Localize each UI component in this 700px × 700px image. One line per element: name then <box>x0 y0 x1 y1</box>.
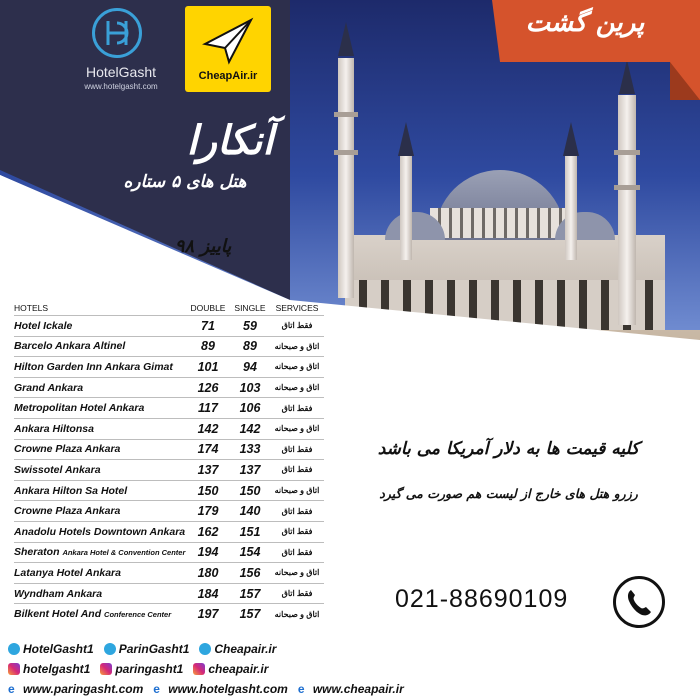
double-price: 174 <box>197 442 219 457</box>
telegram-handle[interactable]: HotelGasht1 <box>8 642 94 656</box>
instagram-handle[interactable]: paringasht1 <box>100 662 183 676</box>
service-type: اتاق و صبحانه <box>274 383 320 393</box>
instagram-handle[interactable]: cheapair.ir <box>193 662 268 676</box>
double-price: 194 <box>197 545 219 560</box>
double-price: 137 <box>197 462 219 477</box>
hotel-name: Anadolu Hotels Downtown Ankara <box>14 525 186 538</box>
hotel-name: Ankara Hiltonsa <box>14 422 94 435</box>
table-row <box>14 521 324 542</box>
browser-icon: e <box>153 682 160 696</box>
double-price: 126 <box>197 380 219 395</box>
telegram-handle[interactable]: Cheapair.ir <box>199 642 276 656</box>
double-price: 142 <box>197 421 219 436</box>
service-type: فقط اتاق <box>281 589 313 599</box>
table-body <box>14 315 324 624</box>
table-row <box>14 480 324 501</box>
hotel-price-table <box>14 301 324 624</box>
website-link[interactable]: e www.paringasht.com <box>8 682 144 696</box>
instagram-icon <box>8 663 20 675</box>
service-type: فقط اتاق <box>281 465 313 475</box>
double-price: 71 <box>201 318 215 333</box>
paper-plane-icon <box>185 6 271 72</box>
table-row <box>14 397 324 418</box>
telegram-icon <box>104 643 116 655</box>
season-label: پاییز ۹۸ <box>174 236 232 257</box>
header-single: SINGLE <box>234 303 266 313</box>
service-type: اتاق و صبحانه <box>274 424 320 434</box>
single-price: 106 <box>239 401 261 416</box>
header-services: SERVICES <box>275 303 319 313</box>
double-price: 150 <box>197 483 219 498</box>
hotel-name: Wyndham Ankara <box>14 587 103 600</box>
table-row <box>14 356 324 377</box>
table-row <box>14 459 324 480</box>
service-type: اتاق و صبحانه <box>274 609 320 619</box>
table-row <box>14 377 324 398</box>
double-price: 197 <box>197 607 219 622</box>
double-price: 184 <box>197 586 219 601</box>
table-row <box>14 439 324 460</box>
footer-telegram-row <box>8 642 276 656</box>
phone-number[interactable]: 021-88690109 <box>395 585 569 613</box>
footer-web-row <box>8 682 404 696</box>
double-price: 162 <box>197 524 219 539</box>
single-price: 157 <box>239 586 261 601</box>
hotel-name: Crowne Plaza Ankara <box>14 505 121 518</box>
hotel-name: Sheraton Ankara Hotel & Convention Center <box>14 546 186 559</box>
service-type: فقط اتاق <box>281 506 313 516</box>
header-double: DOUBLE <box>190 303 226 313</box>
outside-list-note: رزرو هتل های خارج از لیست هم صورت می گیرد <box>379 486 638 501</box>
telegram-icon <box>199 643 211 655</box>
browser-icon: e <box>297 682 305 696</box>
single-price: 142 <box>239 421 261 436</box>
phone-icon[interactable] <box>613 576 665 628</box>
service-type: فقط اتاق <box>281 321 313 331</box>
single-price: 89 <box>243 339 257 354</box>
telegram-handle[interactable]: ParinGasht1 <box>104 642 190 656</box>
table-row <box>14 583 324 604</box>
single-price: 137 <box>239 462 261 477</box>
service-type: اتاق و صبحانه <box>274 362 320 372</box>
instagram-icon <box>193 663 205 675</box>
hotel-name: Ankara Hilton Sa Hotel <box>14 484 128 497</box>
table-row <box>14 315 324 336</box>
table-row <box>14 542 324 563</box>
stars-subtitle: هتل های ۵ ستاره <box>123 172 247 192</box>
footer-instagram-row <box>8 662 268 676</box>
service-type: فقط اتاق <box>281 547 313 557</box>
footer-social <box>0 640 700 700</box>
service-type: فقط اتاق <box>281 403 313 413</box>
single-price: 140 <box>239 504 261 519</box>
hotel-name: Crowne Plaza Ankara <box>14 443 121 456</box>
service-type: فقط اتاق <box>281 444 313 454</box>
currency-note: کلیه قیمت ها به دلار آمریکا می باشد <box>377 439 640 459</box>
telegram-icon <box>8 643 20 655</box>
single-price: 59 <box>243 318 257 333</box>
hotelgasht-logo-name: HotelGasht <box>85 64 157 80</box>
hotelgasht-logo-url: www.hotelgasht.com <box>84 82 158 91</box>
single-price: 94 <box>243 359 257 374</box>
single-price: 151 <box>239 524 261 539</box>
browser-icon: e <box>8 682 15 696</box>
table-row <box>14 418 324 439</box>
service-type: اتاق و صبحانه <box>274 486 320 496</box>
instagram-handle[interactable]: hotelgasht1 <box>8 662 90 676</box>
double-price: 180 <box>197 565 219 580</box>
service-type: اتاق و صبحانه <box>274 568 320 578</box>
service-type: فقط اتاق <box>281 527 313 537</box>
website-link[interactable]: e www.cheapair.ir <box>297 682 404 696</box>
table-header <box>14 301 324 315</box>
city-title: آنکارا <box>186 118 274 164</box>
hotel-name: Grand Ankara <box>14 381 84 394</box>
hotel-name: Barcelo Ankara Altinel <box>14 340 126 353</box>
double-price: 179 <box>197 504 219 519</box>
single-price: 103 <box>239 380 261 395</box>
single-price: 154 <box>239 545 261 560</box>
table-row <box>14 500 324 521</box>
hotel-name: Bilkent Hotel And Conference Center <box>14 608 172 621</box>
ribbon-title: پرین گشت <box>525 8 645 38</box>
single-price: 157 <box>239 607 261 622</box>
double-price: 117 <box>198 401 218 416</box>
table-row <box>14 562 324 583</box>
hotel-name: Hotel Ickale <box>14 319 73 332</box>
table-row <box>14 603 324 624</box>
website-link[interactable]: e www.hotelgasht.com <box>153 682 288 696</box>
hotel-name: Latanya Hotel Ankara <box>14 566 121 579</box>
hotelgasht-logo-icon <box>92 8 142 58</box>
single-price: 150 <box>239 483 261 498</box>
single-price: 133 <box>239 442 261 457</box>
hotel-name: Hilton Garden Inn Ankara Gimat <box>14 360 173 373</box>
hotel-name: Metropolitan Hotel Ankara <box>14 402 145 415</box>
double-price: 89 <box>201 339 215 354</box>
hotel-name: Swissotel Ankara <box>14 463 101 476</box>
header-hotels: HOTELS <box>14 303 49 313</box>
single-price: 156 <box>239 565 261 580</box>
instagram-icon <box>100 663 112 675</box>
table-row <box>14 336 324 357</box>
double-price: 101 <box>197 359 219 374</box>
cheapair-logo-name: CheapAir.ir <box>198 70 258 82</box>
service-type: اتاق و صبحانه <box>274 341 320 351</box>
